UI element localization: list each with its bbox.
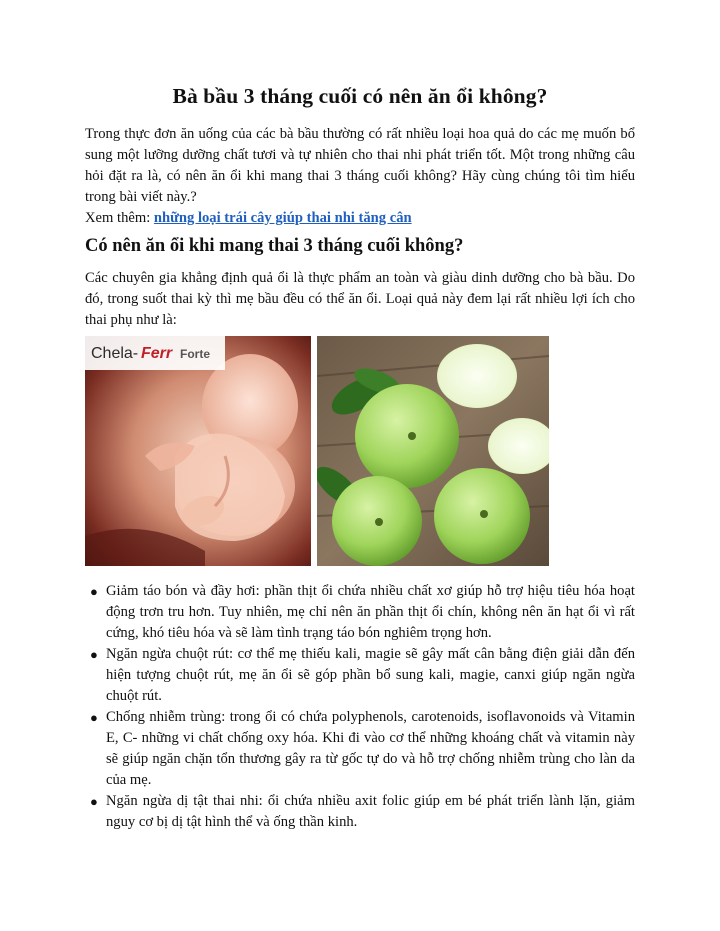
benefits-list [85, 581, 635, 833]
intro-paragraph: Trong thực đơn ăn uống của các bà bầu thường có rất nhiều loại hoa quả do các mẹ muốn bổ sung một lưỡng dưỡng chất tươi và tự nhiên cho thai nhi phát triển tốt. Một trong những câu hỏi đặt ra là, có nên ăn ổi khi mang thai 3 tháng cuối không? Hãy cùng chúng tôi tìm hiểu trong bài viết này.? [85, 126, 635, 205]
section-heading: Có nên ăn ổi khi mang thai 3 tháng cuối không? [85, 236, 464, 256]
list-item-text: Ngăn ngừa chuột rút: cơ thể mẹ thiếu kali, magie sẽ gây mất cân bằng điện giải dẫn đến hiện tượng chuột rút, mẹ ăn ổi sẽ góp phần bổ sung kali, magie, canxi giúp ngăn ngừa chuột rút. [106, 646, 635, 704]
bullet-icon: ● [90, 794, 98, 809]
list-item-text: Giảm táo bón và đầy hơi: phần thịt ổi chứa nhiều chất xơ giúp hỗ trợ hiệu tiêu hóa hoạt động trơn tru hơn. Tuy nhiên, mẹ chỉ nên ăn phần thịt ổi chín, không nên ăn hạt ổi vì rất cứng, khó tiêu hóa và sẽ làm tình trạng táo bón nghiêm trọng hơn. [106, 583, 635, 641]
list-item-text: Chống nhiễm trùng: trong ổi có chứa polyphenols, carotenoids, isoflavonoids và Vitamin E, C- những vi chất chống oxy hóa. Khi đi vào cơ thể những khoáng chất và vitamin này sẽ giúp ngăn chặn tổn thương gây ra từ gốc tự do và hỗ trợ chống nhiễm trùng cho làn da của mẹ. [106, 709, 635, 788]
bullet-icon: ● [90, 647, 98, 662]
fetus-image [85, 336, 311, 566]
bullet-icon: ● [90, 584, 98, 599]
list-item-text: Ngăn ngừa dị tật thai nhi: ổi chứa nhiều axit folic giúp em bé phát triển lành lặn, giảm nguy cơ bị dị tật hình thể và ống thần kinh. [106, 793, 635, 830]
logo-ferr: Ferr [141, 345, 173, 362]
list-item [85, 707, 635, 791]
list-item [85, 644, 635, 707]
list-item [85, 791, 635, 833]
expert-paragraph: Các chuyên gia khẳng định quả ổi là thực phẩm an toàn và giàu dinh dưỡng cho bà bầu. Do đó, trong suốt thai kỳ thì mẹ bầu đều có thể ăn ổi. Loại quả này đem lại rất nhiều lợi ích cho thai phụ như là: [85, 270, 635, 328]
see-more-link[interactable]: những loại trái cây giúp thai nhi tăng cân [153, 210, 412, 226]
logo-chela: Chela- [91, 345, 139, 362]
logo-forte: Forte [180, 347, 210, 361]
see-more-prefix: Xem thêm: [85, 210, 154, 226]
bullet-icon: ● [90, 710, 98, 725]
guava-image [317, 336, 549, 566]
page-title: Bà bầu 3 tháng cuối có nên ăn ổi không? [172, 84, 548, 108]
list-item [85, 581, 635, 644]
see-more-line [85, 208, 635, 229]
